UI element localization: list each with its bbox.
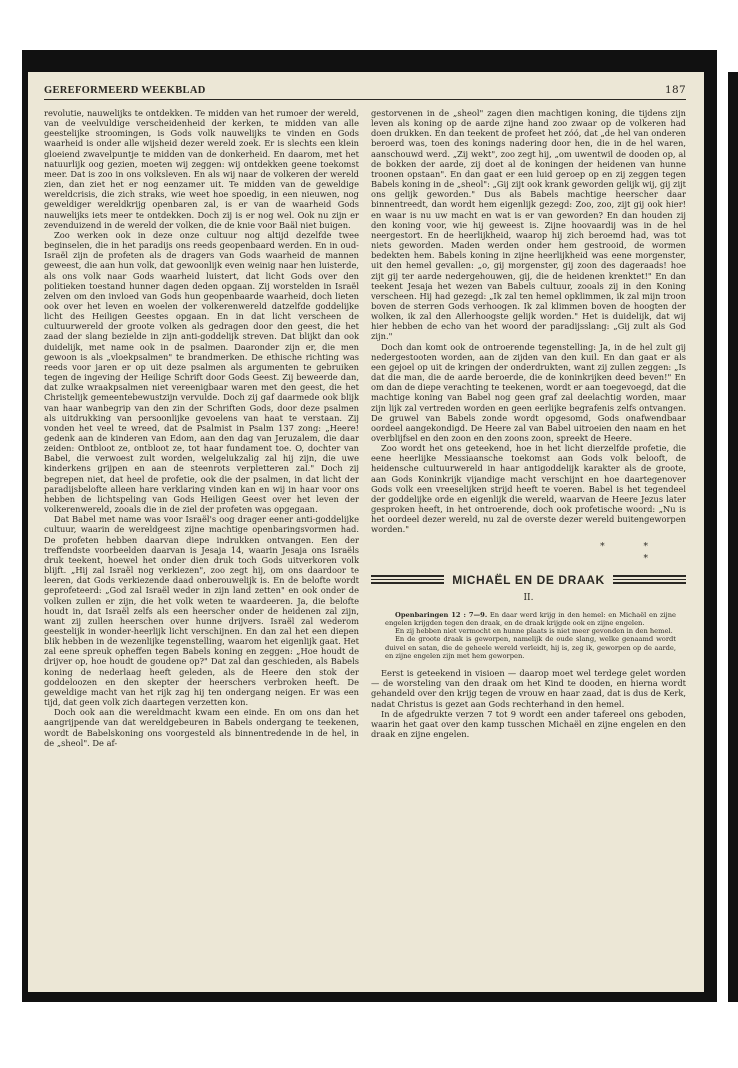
left-column	[44, 108, 359, 748]
section-heading	[371, 572, 686, 587]
magazine-page	[28, 72, 704, 992]
scripture-reference: Openbaringen 12 : 7—9.	[395, 610, 488, 619]
scan-edge	[728, 72, 738, 1002]
ornament-star: *	[600, 541, 623, 552]
section-ornament	[371, 541, 666, 565]
paragraph: gestorvenen in de „sheol" zagen dien machtigen koning, die tijdens zijn leven als koning op de aarde zijne hand zoo zwaar op de volkeren had doen drukken. En dan teekent de profeet het zóó, dat „de hel van onderen beroerd was, toen des konings nadering door hen, die in de hel waren, aanschouwd werd. „Zij wekt", zoo zegt hij, „om uwentwil de dooden op, al de bokken der aarde, zij doet al de koningen der heidenen van hunne troonen opstaan". En dan gaat er een luid geroep op en zij zeggen tegen Babels koning in de „sheol": „Gij zijt ook krank geworden gelijk wij, gij zijt ons gelijk geworden." Dus als Babels machtige heerscher daar binnentreedt, dan wordt hem eigenlijk gezegd: Zoo, zoo, zijt gij ook hier! en waar is nu uw macht en wat is er van geworden? En dan houden zij den koning voor, wie hij geweest is. Zijne hoovaardij was in de hel neergestort. En de heerlijkheid, waarop hij zich beroemd had, was tot niets geworden. Maden werden onder hem gestrooid, de wormen bedekten hem. Babels koning in zijne heerlijkheid was eene morgenster, uit den hemel gevallen: „o, gij morgenster, gij zoon des dageraads! hoe zijt gij ter aarde nedergehouwen, gij, die de heidenen krenktet!" En dan teekent Jesaja het wezen van Babels cultuur, zooals zij in den Koning verscheen. Hij had gezegd: „Ik zal ten hemel opklimmen, ik zal mijn troon boven de sterren Gods verhoogen. Ik zal klimmen boven de hoogten der wolken, ik zal den Allerhoogste gelijk worden." Het is duidelijk, dat wij hier hebben de echo van het woord der paradijsslang: „Gij zult als God zijn."	[371, 108, 686, 342]
heading-rule-right	[613, 575, 686, 584]
scripture-quote	[385, 611, 676, 660]
paragraph: Zoo werken ook in deze onze cultuur nog altijd dezelfde twee beginselen, die in het paradijs ons reeds geopenbaard werden. En in oud-Israël zijn de profeten als de dragers van Gods waarheid de mannen geweest, die aan hun volk, dat gewoonlijk even weinig naar hen luisterde, als ons volk naar Gods waarheid luistert, dat licht Gods over den politieken toestand hunner dagen deden opgaan. Zij worstelden in Israël zelven om den invloed van Gods hun geopenbaarde waarheid, doch lieten ook over het leven en woelen der volkerenwereld datzelfde goddelijke licht des Heiligen Geestes opgaan. En in dat licht verscheen de cultuurwereld der groote volken als gedragen door den geest, die het zaad der slang bezielde in zijn anti-goddelijk streven. Dat blijkt dan ook duidelijk, met name ook in de psalmen. Daaronder zijn er, die men gewoon is als „vloekpsalmen" te brandmerken. De ethische richting was reeds voor jaren er op uit deze psalmen als argumenten te gebruiken tegen de ingeving der Heilige Schrift door Gods Geest. Zij beweerde dan, dat zulke wraakpsalmen niet vereenigbaar waren met den geest, die het Christelijk gemeentebewustzijn vervulde. Doch zij gaf daarmede ook blijk van haar wanbegrip van den zin der Schriften Gods, door deze psalmen als uitdrukking van persoonlijke gevoelens van haat te verstaan. Zij vonden het veel te wreed, dat de Psalmist in Psalm 137 zong: „Heere! gedenk aan de kinderen van Edom, aan den dag van Jeruzalem, die daar zeiden: Ontbloot ze, ontbloot ze, tot haar fundament toe. O, dochter van Babel, die verwoest zult worden, welgelukzalig zal hij zijn, die uwe kinderkens grijpen en aan de steenrots verpletteren zal." Doch zij begrepen niet, dat heel de profetie, ook die der psalmen, in dat licht der paradijsbelofte alleen hare verklaring vinden kan en wij in haar voor ons hebben de lichtspeling van Gods Heiligen Geest over het leven der volkerenwereld, zooals die in de ziel der profeten was opgegaan.	[44, 229, 359, 515]
right-column	[371, 108, 686, 748]
scripture-line: En de groote draak is geworpen, namelijk de oude slang, welke genaamd wordt duivel en satan, die de geheele wereld verleidt, hij is, zeg ik, geworpen op de aarde, en zijne engelen zijn met hem geworpen.	[385, 635, 676, 660]
journal-title: GEREFORMEERD WEEKBLAD	[44, 85, 206, 96]
scripture-line: En daar werd krijg in den hemel: en Michaël en zijne engelen krijgden tegen den draak, en de draak krijgde ook en zijne engelen.	[385, 610, 676, 628]
ornament-star: *	[643, 541, 666, 552]
section-number: II.	[523, 592, 534, 603]
paragraph: Doch dan komt ook de ontroerende tegenstelling: Ja, in de hel zult gij nedergestooten worden, aan de zijden van den kuil. En dan gaat er als een gejoel op uit de kringen der onderdrukten, want zij zullen zeggen: „Is dat die man, die de aarde beroerde, die de koninkrijken deed beven!" En om dan de diepe verachting te teekenen, wordt er aan toegevoegd, dat die machtige koning van Babel nog geen graf zal deelachtig worden, maar zijn lijk zal vertreden worden en geen eerlijke begrafenis zelfs ontvangen. De gruwel van Babels zonde wordt opgesomd, Gods onafwendbaar oordeel aangekondigd. De Heere zal van Babel uitroeien den naam en het overblijfsel en den zoon en den zoons zoon, spreekt de Heere.	[371, 341, 686, 443]
paragraph: In de afgedrukte verzen 7 tot 9 wordt een ander tafereel ons geboden, waarin het gaat over den kamp tusschen Michaël en zijne engelen en den draak en zijne engelen.	[371, 708, 686, 740]
paragraph: Doch ook aan die wereldmacht kwam een einde. En om ons dan het aangrijpende van dat wereldgebeuren in Babels ondergang te teekenen, wordt de Babelskoning ons voorgesteld als binnentredende in de hel, in de „sheol". De af-	[44, 707, 359, 748]
page-number: 187	[665, 84, 686, 96]
paragraph: Eerst is geteekend in visioen — daarop moet wel terdege gelet worden — de worsteling van den draak om het Kind te dooden, en hierna wordt gehandeld over den krijg tegen de vrouw en haar zaad, dat is dus de Kerk, nadat Christus is gezet aan Gods rechterhand in den hemel.	[371, 668, 686, 709]
section-title: MICHAËL EN DE DRAAK	[452, 572, 605, 587]
ornament-star: *	[643, 553, 666, 564]
heading-rule-left	[371, 575, 444, 584]
paragraph: revolutie, nauwelijks te ontdekken. Te midden van het rumoer der wereld, van de veelvuldige verscheidenheid der kerken, te midden van alle geestelijke stroomingen, is Gods volk nauwelijks te vinden en Gods waarheid is onder alle wijsheid dezer wereld zoek. Er is slechts een klein gloeiend zwavelpuntje te midden van de donkerheid. En daarom, met het natuurlijk oog gezien, moeten wij zeggen: wij ontdekken geene toekomst meer. Dat is zoo in ons volksleven. En als wij naar de volkeren der wereld zien, dan ziet het er nog eenzamer uit. Te midden van de geweldige wereldcrisis, die zich straks, wie weet hoe spoedig, in een nieuwen, nog geweldiger wereldkrijg openbaren zal, is er van de waarheid Gods nauwelijks iets meer te ontdekken. Doch zij is er nog wel. Ook nu zijn er zevenduizend in de wereld der volken, die de knie voor Baäl niet buigen.	[44, 108, 359, 230]
running-header	[44, 84, 686, 100]
paragraph: Dat Babel met name was voor Israël's oog drager eener anti-goddelijke cultuur, waarin de wereldgeest zijne machtige openbaringsvormen had. De profeten hebben daarvan diepe indrukken ontvangen. Een der treffendste voorbeelden daarvan is Jesaja 14, waarin Jesaja ons Israëls druk teekent, hoewel het onder dien druk toch Gods uitverkoren volk blijft. „Hij zal Israël nog verkiezen", zoo zegt hij, om ons daardoor te leeren, dat Gods verkiezende daad onberouwelijk is. En de belofte wordt geprofeteerd: „God zal Israël weder in zijn land zetten" en ook onder de volken zullen er zijn, die het volk weten te waardeeren. Ja, die belofte houdt in, dat Israël zelfs als een heerscher onder de heidenen zal zijn, want zij zullen heerschen over hunne drijvers. Israël zal wederom geestelijk in wonder-heerlijk licht verschijnen. En dan zal het een diepen blik hebben in de wezenlijke tegenstelling, waarom het eigenlijk gaat. Het zal eene spreuk opheffen tegen Babels koning en zeggen: „Hoe houdt de drijver op, hoe houdt de goudene op?" Dat zal dan geschieden, als Babels koning de nederlaag heeft geleden, als de Heere den stok der goddeloozen en den skepter der heerschers verbroken heeft. De geweldige macht van het rijk zag hij ten ondergang neigen. Er was een tijd, dat geen volk zich daartegen verzetten kon.	[44, 514, 359, 708]
scripture-line: En zij hebben niet vermocht en hunne plaats is niet meer gevonden in den hemel.	[395, 627, 673, 636]
paragraph: Zoo wordt het ons geteekend, hoe in het licht dierzelfde profetie, die eene heerlijke Messiaansche toekomst aan Gods volk belooft, de heidensche cultuurwereld in haar antigoddelijk karakter als de groote, aan Gods Koninkrijk vijandige macht verschijnt en hoe daartegenover Gods volk een vreeselijken strijd heeft te voeren. Babel is het tegendeel der goddelijke orde en eigenlijk die wereld, waarvan de Heere Jezus later gesproken heeft, in het ontroerende, doch ook profetische woord: „Nu is het oordeel dezer wereld, nu zal de overste dezer wereld buitengeworpen worden."	[371, 443, 686, 535]
